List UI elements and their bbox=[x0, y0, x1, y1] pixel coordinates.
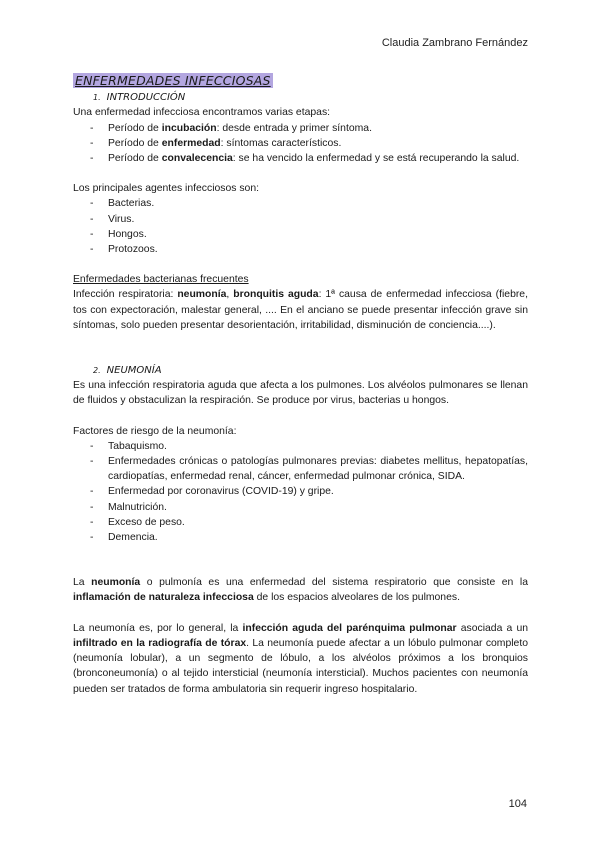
section-2-title bbox=[93, 363, 528, 378]
list-item: - Enfermedades crónicas o patologías pulmonares previas: diabetes mellitus, hepatopatías, cardiopatías, enfermedad renal, cáncer, enfermedad pulmonar crónica, SIDA. bbox=[73, 454, 528, 484]
bacterial-paragraph: Infección respiratoria: neumonía, bronquitis aguda: 1ª causa de enfermedad infecciosa (fiebre, tos con expectoración, malestar general, .... En el anciano se puede presentar infección grave sin síntomas, solo pueden presentar desorientación, irritabilidad, disminución de conciencia....). bbox=[73, 289, 528, 331]
list-item: - Exceso de peso. bbox=[73, 515, 528, 530]
list-item: - Hongos. bbox=[73, 227, 528, 242]
risk-factors-list bbox=[73, 439, 528, 545]
list-item: - Virus. bbox=[73, 212, 528, 227]
section-1-title bbox=[93, 90, 528, 105]
agents-list bbox=[73, 196, 528, 257]
list-item: - Período de enfermedad: síntomas característicos. bbox=[73, 136, 528, 151]
pneumonia-definition: Es una infección respiratoria aguda que afecta a los pulmones. Los alvéolos pulmonares se llenan de fluidos y obstaculizan la respiración. Se produce por virus, bacterias u hongos. bbox=[73, 380, 528, 407]
agents-intro: Los principales agentes infecciosos son: bbox=[73, 183, 259, 195]
list-item: - Período de convalecencia: se ha vencido la enfermedad y se está recuperando la salud. bbox=[73, 151, 528, 166]
main-title: ENFERMEDADES INFECCIOSAS bbox=[75, 73, 271, 88]
list-item: - Bacterias. bbox=[73, 196, 528, 211]
stages-list bbox=[73, 121, 528, 167]
list-item: - Protozoos. bbox=[73, 242, 528, 257]
list-item: - Enfermedad por coronavirus (COVID-19) y gripe. bbox=[73, 484, 528, 499]
document-body bbox=[73, 73, 528, 697]
bacterial-heading: Enfermedades bacterianas frecuentes bbox=[73, 274, 249, 286]
pneumonia-paragraph-2: La neumonía es, por lo general, la infección aguda del parénquima pulmonar asociada a un infiltrado en la radiografía de tórax. La neumonía puede afectar a un lóbulo pulmonar completo (neumonía lobular), a un segmento de lóbulo, a los alvéolos próximos a los bronquios (bronconeumonía) o al tejido intersticial (neumonía intersticial). Muchos pacientes con neumonía pueden ser tratados de forma ambulatoria sin requerir ingreso hospitalario. bbox=[73, 622, 529, 695]
list-item: - Demencia. bbox=[73, 530, 528, 545]
risk-intro: Factores de riesgo de la neumonía: bbox=[73, 425, 237, 437]
page-number: 104 bbox=[508, 798, 527, 810]
list-item: - Malnutrición. bbox=[73, 500, 528, 515]
section-2-heading: NEUMONÍA bbox=[106, 365, 162, 377]
section-1-number: 1. bbox=[93, 93, 101, 103]
section-2-number: 2. bbox=[93, 366, 101, 376]
section-1-heading: INTRODUCCIÓN bbox=[106, 92, 186, 104]
stages-intro: Una enfermedad infecciosa encontramos varias etapas: bbox=[73, 107, 331, 119]
list-item: - Período de incubación: desde entrada y primer síntoma. bbox=[73, 121, 528, 136]
list-item: - Tabaquismo. bbox=[73, 439, 528, 454]
pneumonia-paragraph-1: La neumonía o pulmonía es una enfermedad del sistema respiratorio que consiste en la inflamación de naturaleza infecciosa de los espacios alveolares de los pulmones. bbox=[73, 577, 528, 604]
author-name: Claudia Zambrano Fernández bbox=[381, 37, 528, 49]
